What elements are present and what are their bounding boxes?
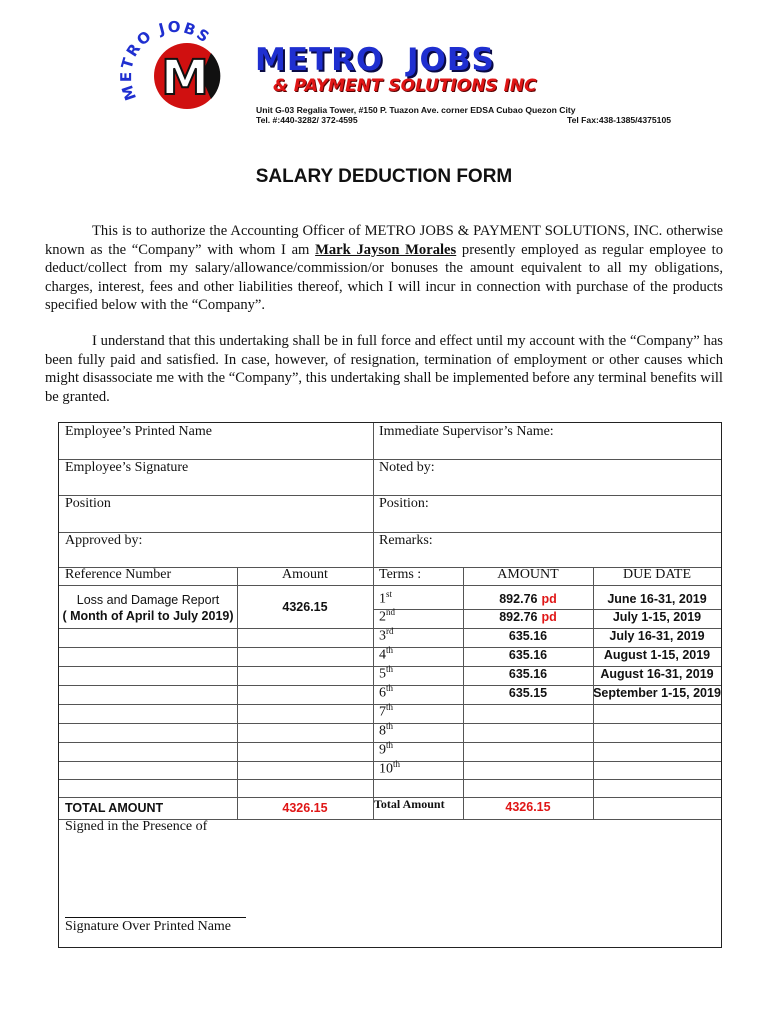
term-due-date: September 1-15, 2019 — [593, 686, 721, 700]
term-amount — [463, 592, 593, 606]
remarks-label: Remarks: — [379, 533, 433, 548]
term-number — [379, 645, 393, 664]
table-divider — [59, 585, 721, 586]
term-ordinal-suffix: nd — [386, 607, 395, 617]
due-date-header: DUE DATE — [622, 567, 692, 582]
total-amount-label-right: Total Amount — [374, 797, 445, 811]
authorization-text-before: This is to authorize the Accounting Officer of METRO JOBS & PAYMENT SOLUTIONS, INC. otherwise known as the “Company” with whom I am — [45, 223, 723, 258]
term-due-date: August 16-31, 2019 — [600, 667, 714, 681]
company-subtitle: & PAYMENT SOLUTIONS INC — [273, 76, 537, 96]
term-ordinal-suffix: th — [393, 759, 401, 769]
term-number-value: 2 — [379, 609, 386, 625]
term-number-value: 10 — [379, 761, 393, 777]
term-due-date: June 16-31, 2019 — [607, 592, 707, 606]
term-number — [379, 721, 393, 740]
amount-upper-header: AMOUNT — [497, 567, 559, 582]
form-column-divider — [373, 423, 374, 819]
term-due-date: July 16-31, 2019 — [609, 629, 705, 643]
brand-block — [255, 44, 537, 96]
reference-label: Loss and Damage Report — [76, 593, 220, 607]
letterhead — [115, 20, 675, 135]
term-amount-value: 635.16 — [508, 648, 548, 662]
signed-in-presence-label: Signed in the Presence of — [65, 819, 208, 834]
employee-signature-label: Employee’s Signature — [65, 460, 189, 475]
company-name: METRO JOBS — [255, 42, 495, 78]
term-amount — [463, 686, 593, 700]
paid-flag: pd — [541, 610, 557, 624]
reference-amount: 4326.15 — [282, 600, 328, 614]
paid-flag: pd — [541, 592, 557, 606]
term-ordinal-suffix: th — [386, 683, 394, 693]
employee-name: Mark Jayson Morales — [315, 241, 457, 258]
term-due-date: July 1-15, 2019 — [612, 610, 702, 624]
noted-position-label: Position: — [379, 496, 429, 511]
reference-period: ( Month of April to July 2019) — [62, 609, 234, 623]
term-ordinal-suffix: st — [386, 589, 393, 599]
term-number — [379, 589, 392, 608]
company-logo — [115, 20, 240, 132]
term-ordinal-suffix: th — [386, 664, 394, 674]
term-number — [379, 683, 393, 702]
total-amount-value-right: 4326.15 — [505, 800, 551, 814]
logo-ring-text: METRO JOBS — [117, 20, 215, 103]
company-telfax: Tel Fax:438-1385/4375105 — [567, 115, 671, 125]
signature-over-printed-name-label: Signature Over Printed Name — [65, 919, 232, 934]
term-amount — [463, 629, 593, 643]
term-ordinal-suffix: th — [386, 721, 394, 731]
term-number-value: 1 — [379, 591, 386, 607]
employee-printed-name-label: Employee’s Printed Name — [65, 424, 212, 439]
term-number — [379, 740, 393, 759]
terms-header: Terms : — [379, 567, 422, 582]
term-number — [379, 702, 393, 721]
term-amount — [463, 610, 593, 624]
term-number — [379, 607, 395, 626]
signature-line — [65, 917, 246, 918]
total-amount-label: TOTAL AMOUNT — [65, 801, 164, 815]
term-amount-value: 892.76 — [499, 592, 538, 606]
term-amount — [463, 667, 593, 681]
deduction-form — [58, 422, 722, 948]
company-tel: Tel. #:440-3282/ 372-4595 — [256, 115, 358, 125]
undertaking-paragraph: I understand that this undertaking shall be in full force and effect until my account with the “Company” has been fully paid and satisfied. In case, however, of resignation, termination of employment or other causes which might disassociate me with the “Company”, this undertaking shall be implemented before any terminal benefits will be granted. — [45, 333, 723, 405]
reference-number-header: Reference Number — [65, 567, 172, 582]
term-ordinal-suffix: th — [386, 702, 394, 712]
term-due-date: August 1-15, 2019 — [603, 648, 711, 662]
noted-by-label: Noted by: — [379, 460, 435, 475]
table-divider — [59, 628, 373, 629]
term-number-value: 9 — [379, 742, 386, 758]
term-amount — [463, 648, 593, 662]
page-title: SALARY DEDUCTION FORM — [255, 166, 513, 187]
authorization-paragraph — [45, 222, 723, 315]
term-number-value: 8 — [379, 723, 386, 739]
term-number-value: 7 — [379, 704, 386, 720]
term-amount-value: 635.15 — [508, 686, 548, 700]
authorization-text-after: presently employed as regular employee to deduct/collect from my salary/allowance/commission/or bonuses the amount equivalent to all my obligations, charges, interest, fees and other liabilities thereof, which I will incur in connection with purchase of the products specified below with the “Company”. — [45, 241, 723, 313]
term-number — [379, 626, 394, 645]
term-number — [379, 664, 393, 683]
total-amount-value: 4326.15 — [282, 801, 328, 815]
approved-by-label: Approved by: — [65, 533, 143, 548]
term-ordinal-suffix: rd — [386, 626, 394, 636]
term-number — [379, 759, 400, 778]
term-amount-value: 635.16 — [508, 667, 548, 681]
table-divider — [59, 779, 721, 780]
term-ordinal-suffix: th — [386, 645, 394, 655]
term-number-value: 3 — [379, 628, 386, 644]
amount-header: Amount — [282, 567, 328, 582]
term-number-value: 6 — [379, 685, 386, 701]
company-address-block — [256, 105, 671, 125]
term-ordinal-suffix: th — [386, 740, 394, 750]
term-amount-value: 635.16 — [508, 629, 548, 643]
term-number-value: 5 — [379, 666, 386, 682]
term-amount-value: 892.76 — [499, 610, 538, 624]
term-number-value: 4 — [379, 647, 386, 663]
logo-letter: M — [161, 50, 209, 106]
company-address: Unit G-03 Regalia Tower, #150 P. Tuazon Ave. corner EDSA Cubao Quezon City — [256, 105, 576, 115]
position-label: Position — [65, 496, 111, 511]
supervisor-name-label: Immediate Supervisor’s Name: — [379, 424, 554, 439]
